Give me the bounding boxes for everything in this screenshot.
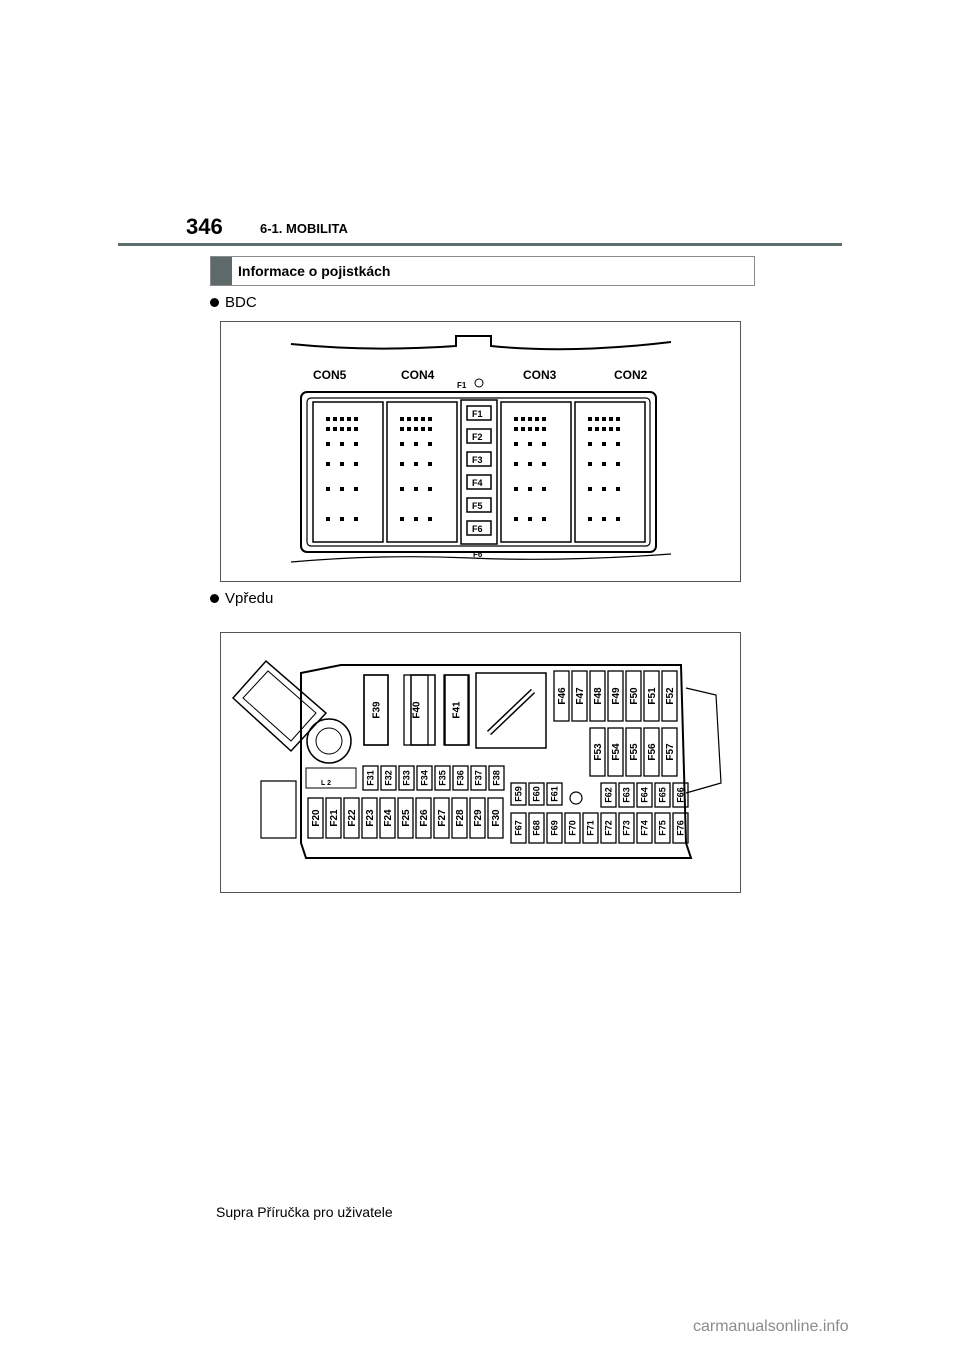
fuse-label: F61 bbox=[549, 786, 560, 802]
connector-label: CON4 bbox=[401, 368, 435, 382]
fuse-label: F66 bbox=[675, 787, 686, 803]
bullet-dot-icon bbox=[210, 298, 219, 307]
fuse-label: F59 bbox=[513, 786, 524, 802]
fuse-label: F47 bbox=[575, 687, 586, 705]
connector-label: CON5 bbox=[313, 368, 347, 382]
fuse-label: F57 bbox=[665, 743, 676, 761]
fuse-label: F20 bbox=[311, 809, 322, 827]
fuse-label: F36 bbox=[455, 770, 466, 786]
fuse-label: F2 bbox=[472, 432, 483, 442]
fuse-label: F49 bbox=[611, 687, 622, 705]
fuse-label: F25 bbox=[401, 809, 412, 827]
bullet-bdc-label: BDC bbox=[225, 294, 257, 311]
fuse-label: F31 bbox=[365, 770, 376, 786]
fuse-label: F4 bbox=[472, 478, 483, 488]
fuse-label: F62 bbox=[603, 787, 614, 803]
fuse-label: F22 bbox=[347, 809, 358, 827]
fuse-label: F76 bbox=[675, 820, 686, 836]
front-fuse-diagram bbox=[220, 632, 741, 893]
footer-text: Supra Příručka pro uživatele bbox=[216, 1204, 393, 1220]
fuse-label: F33 bbox=[401, 770, 412, 786]
fuse-label: F41 bbox=[451, 701, 463, 719]
fuse-label: F72 bbox=[603, 820, 614, 836]
fuse-label: F37 bbox=[473, 770, 484, 786]
fuse-label: F40 bbox=[411, 701, 423, 719]
info-box-title: Informace o pojistkách bbox=[238, 263, 391, 279]
bdc-bottom-label: F6 bbox=[473, 550, 483, 559]
connector-label: CON2 bbox=[614, 368, 648, 382]
fuse-label: F1 bbox=[472, 409, 483, 419]
section-title: 6-1. MOBILITA bbox=[260, 221, 348, 236]
fuse-label: F38 bbox=[491, 770, 502, 786]
fuse-label: F28 bbox=[455, 809, 466, 827]
fuse-label: F46 bbox=[557, 687, 568, 705]
fuse-label: F51 bbox=[647, 687, 658, 705]
fuse-label: F53 bbox=[593, 743, 604, 761]
fuse-label: F26 bbox=[419, 809, 430, 827]
fuse-label: F52 bbox=[665, 687, 676, 705]
fuse-label: F23 bbox=[365, 809, 376, 827]
fuse-label: F71 bbox=[585, 820, 596, 836]
fuse-label: F3 bbox=[472, 455, 483, 465]
bdc-top-label: F1 bbox=[457, 381, 467, 390]
fuse-label: F75 bbox=[657, 820, 668, 836]
bdc-fuse-diagram bbox=[220, 321, 741, 582]
fuse-label: F24 bbox=[383, 809, 394, 827]
fuse-label: F39 bbox=[371, 701, 383, 719]
fuse-label: F63 bbox=[621, 787, 632, 803]
bullet-bdc bbox=[210, 294, 257, 311]
fuse-label: F69 bbox=[549, 820, 560, 836]
bdc-diagram-svg bbox=[221, 322, 740, 581]
watermark: carmanualsonline.info bbox=[693, 1318, 849, 1335]
fuse-label: F21 bbox=[329, 809, 340, 827]
fuse-label: F70 bbox=[567, 820, 578, 836]
connector-label: CON3 bbox=[523, 368, 557, 382]
fuse-label: F68 bbox=[531, 820, 542, 836]
info-box-tab bbox=[211, 257, 232, 285]
bullet-dot-icon bbox=[210, 594, 219, 603]
fuse-label: F32 bbox=[383, 770, 394, 786]
fuse-label: F55 bbox=[629, 743, 640, 761]
fuse-label: F34 bbox=[419, 770, 430, 786]
front-fuse-group bbox=[308, 671, 688, 843]
fuse-label: F60 bbox=[531, 786, 542, 802]
fuse-label: F64 bbox=[639, 787, 650, 803]
fuse-label: F5 bbox=[472, 501, 483, 511]
fuse-label: F27 bbox=[437, 809, 448, 827]
fuse-label: F35 bbox=[437, 770, 448, 786]
fuse-label: F29 bbox=[473, 809, 484, 827]
small-label: L 2 bbox=[321, 780, 331, 787]
bullet-front bbox=[210, 590, 273, 607]
fuse-label: F48 bbox=[593, 687, 604, 705]
header-divider bbox=[118, 243, 842, 246]
bullet-front-label: Vpředu bbox=[225, 590, 274, 607]
fuse-label: F56 bbox=[647, 743, 658, 761]
fuse-label: F54 bbox=[611, 743, 622, 761]
fuse-label: F30 bbox=[491, 809, 502, 827]
fuse-label: F73 bbox=[621, 820, 632, 836]
fuse-label: F50 bbox=[629, 687, 640, 705]
page-number: 346 bbox=[186, 214, 223, 239]
info-box bbox=[210, 256, 755, 286]
fuse-label: F67 bbox=[513, 820, 524, 836]
fuse-label: F6 bbox=[472, 524, 483, 534]
fuse-label: F65 bbox=[657, 787, 668, 803]
fuse-label: F74 bbox=[639, 820, 650, 836]
front-diagram-svg bbox=[221, 633, 740, 892]
